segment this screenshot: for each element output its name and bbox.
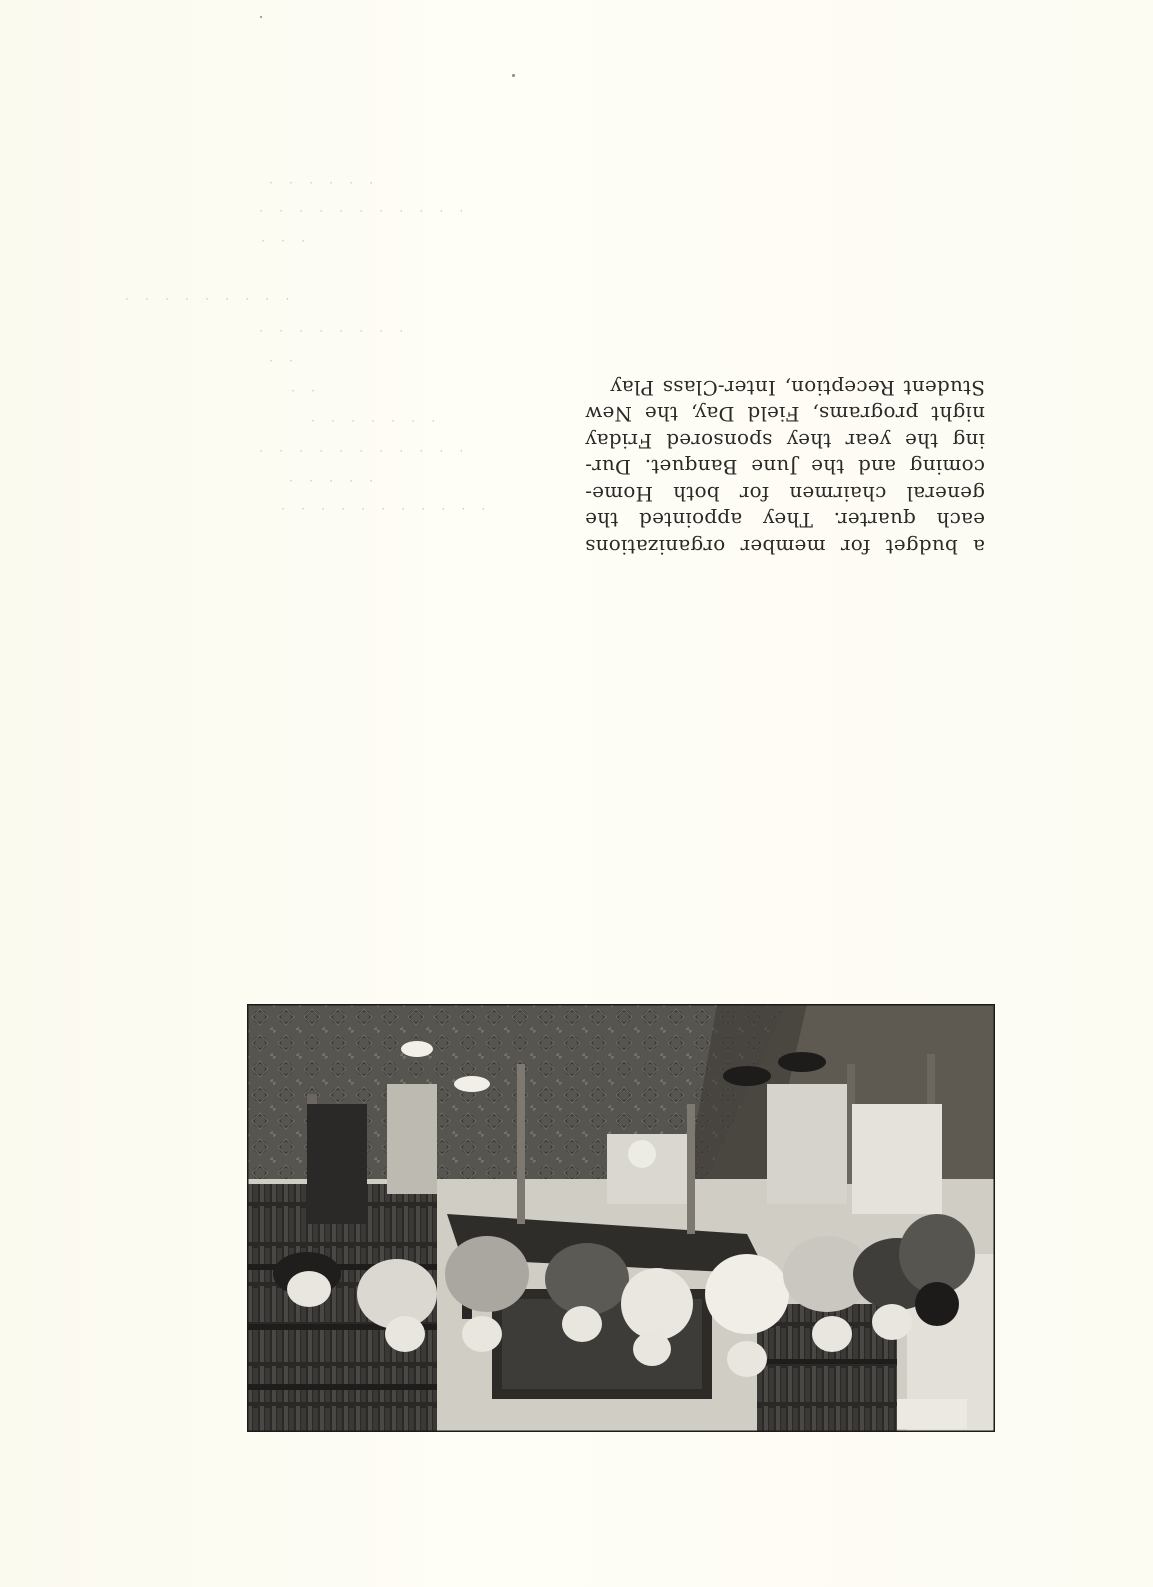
group-photo	[247, 1004, 995, 1432]
bleed-through-marks: · · · · · ·	[268, 178, 379, 189]
body-paragraph	[585, 364, 985, 560]
text-line: each quarter. They appointed the	[585, 508, 985, 533]
bleed-through-marks: · · · · · · · · · · ·	[280, 504, 491, 515]
bleed-through-marks: · · · · · · · ·	[258, 326, 409, 337]
bleed-through-marks: · · · · · · · · · · ·	[258, 206, 469, 217]
text-line: general chairmen for both Home-	[585, 482, 985, 506]
text-line: a budget for member organizations	[585, 535, 985, 559]
bleed-through-marks: · · · · ·	[288, 476, 379, 487]
bleed-through-marks: · · · · · · · · · · ·	[258, 446, 469, 457]
text-line: Student Reception, Inter-Class Play	[610, 376, 985, 400]
bleed-through-marks: · · ·	[260, 236, 311, 247]
text-line: ing the year they sponsored Friday	[585, 429, 985, 453]
group-photo-image	[247, 1004, 995, 1432]
scan-speck	[512, 74, 515, 77]
bleed-through-marks: · ·	[290, 386, 321, 397]
bleed-through-marks: · · · · · · · · ·	[124, 294, 295, 305]
bleed-through-marks: · ·	[268, 356, 299, 367]
text-line: night programs, Field Day, the New	[585, 402, 985, 427]
text-line: coming and the June Banquet. Dur-	[585, 455, 985, 480]
bleed-through-marks: · · · · · · ·	[310, 416, 441, 427]
scan-speck	[260, 16, 262, 18]
